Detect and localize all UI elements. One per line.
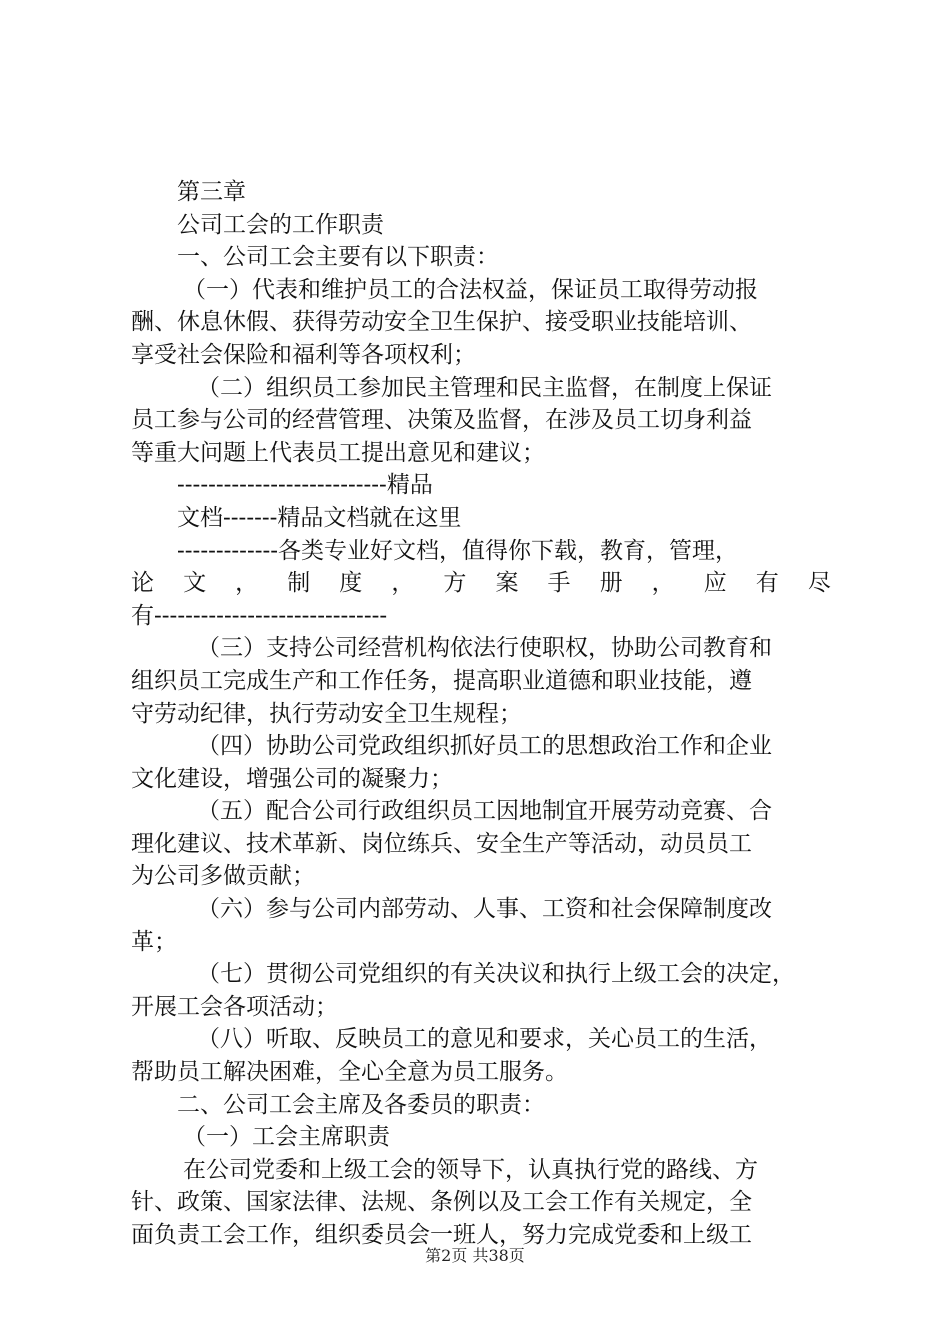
text-line: （三）支持公司经营机构依法行使职权，协助公司教育和 (197, 635, 772, 662)
justified-char: 案 (495, 570, 519, 597)
justified-char: 方 (443, 570, 467, 597)
text-line: （一）代表和维护员工的合法权益，保证员工取得劳动报 (183, 276, 758, 303)
text-line: 有------------------------------ (131, 602, 388, 629)
text-line: 帮助员工解决困难，全心全意为员工服务。 (131, 1059, 568, 1086)
justified-char: 有 (755, 570, 779, 597)
page-footer: 第2页 共38页 (425, 1246, 525, 1265)
text-line: （二）组织员工参加民主管理和民主监督，在制度上保证 (197, 374, 772, 401)
text-line: 一、公司工会主要有以下职责： (177, 244, 499, 271)
text-line: 理化建议、技术革新、岗位练兵、安全生产等活动，动员员工 (131, 830, 752, 857)
text-line: 面负责工会工作，组织委员会一班人，努力完成党委和上级工 (131, 1222, 752, 1248)
text-line: 文档-------精品文档就在这里 (177, 504, 462, 531)
justified-char: ， (235, 570, 259, 597)
justified-char: 尽 (807, 570, 831, 597)
justified-char: ， (391, 570, 415, 597)
document-body (131, 176, 831, 1252)
text-line: 文化建设，增强公司的凝聚力； (131, 765, 453, 792)
text-line: 二、公司工会主席及各委员的职责： (177, 1091, 545, 1118)
text-line: （六）参与公司内部劳动、人事、工资和社会保障制度改 (197, 896, 772, 923)
text-line: 员工参与公司的经营管理、决策及监督，在涉及员工切身利益 (131, 407, 752, 434)
justified-char: 制 (287, 570, 311, 597)
text-line: （七）贯彻公司党组织的有关决议和执行上级工会的决定， (197, 961, 795, 988)
text-line (131, 567, 831, 600)
text-line: -------------各类专业好文档，值得你下载，教育，管理， (177, 537, 739, 564)
justified-char: 册 (599, 570, 623, 597)
text-line: 守劳动纪律，执行劳动安全卫生规程； (131, 700, 522, 727)
text-line: 酬、休息休假、获得劳动安全卫生保护、接受职业技能培训、 (131, 309, 752, 336)
justified-char: 文 (183, 570, 207, 597)
justified-char: 论 (131, 570, 154, 597)
text-line: （四）协助公司党政组织抓好员工的思想政治工作和企业 (197, 733, 772, 760)
justified-char: 应 (703, 570, 727, 597)
text-line: （五）配合公司行政组织员工因地制宜开展劳动竞赛、合 (197, 798, 772, 825)
justified-char: ， (651, 570, 675, 597)
justified-char: 手 (547, 570, 571, 597)
text-line: 在公司党委和上级工会的领导下，认真执行党的路线、方 (183, 1156, 758, 1183)
text-line: （八）听取、反映员工的意见和要求，关心员工的生活， (197, 1026, 772, 1053)
text-line: 革； (131, 928, 177, 955)
text-line: （一）工会主席职责 (183, 1124, 390, 1151)
text-line: 为公司多做贡献； (131, 863, 315, 890)
text-line: 公司工会的工作职责 (177, 211, 384, 238)
text-line: 享受社会保险和福利等各项权利； (131, 341, 476, 368)
text-line: ---------------------------精品 (177, 472, 433, 499)
justified-char: 度 (339, 570, 363, 597)
text-line: 针、政策、国家法律、法规、条例以及工会工作有关规定，全 (131, 1189, 752, 1216)
text-line: 第三章 (177, 179, 246, 205)
text-line: 等重大问题上代表员工提出意见和建议； (131, 439, 545, 466)
text-line: 组织员工完成生产和工作任务，提高职业道德和职业技能，遵 (131, 667, 752, 694)
text-line: 开展工会各项活动； (131, 993, 338, 1020)
